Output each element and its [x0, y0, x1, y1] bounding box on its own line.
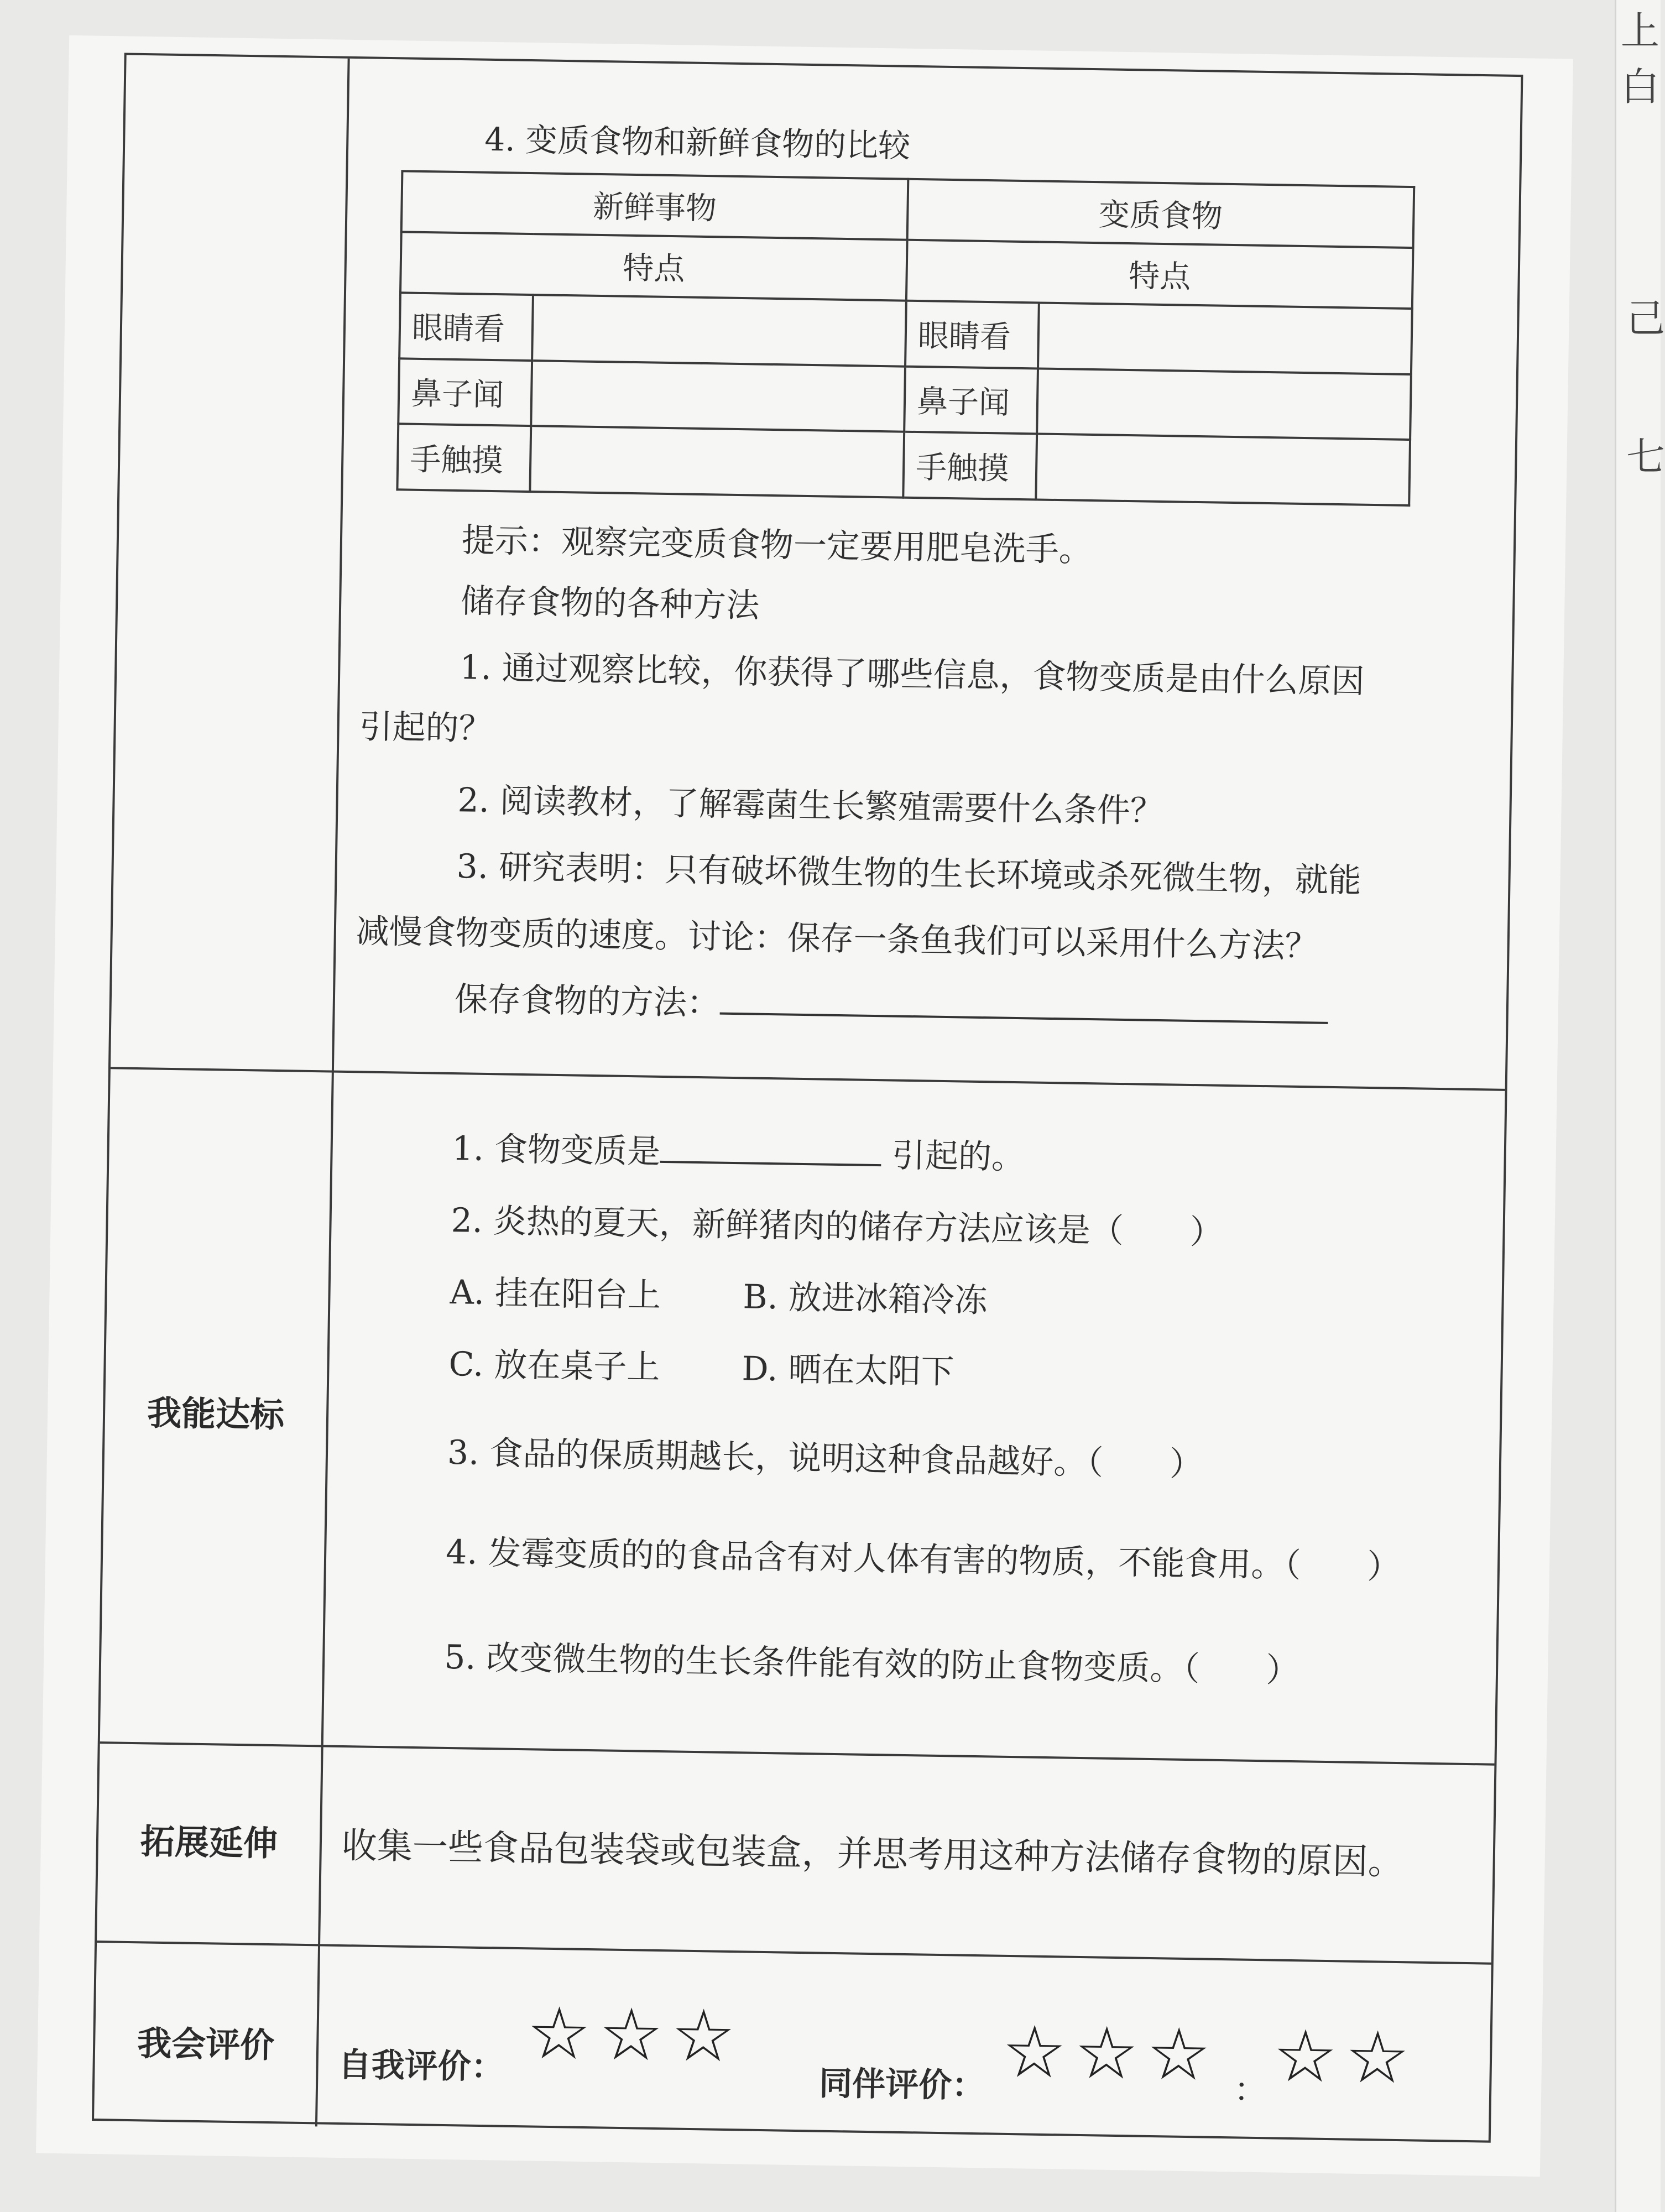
- label-extend: 拓展延伸: [140, 1821, 278, 1864]
- question-1-line-1: 1. 通过观察比较，你获得了哪些信息，食物变质是由什么原因: [459, 648, 1365, 701]
- answer-cell[interactable]: [1038, 302, 1412, 374]
- item-2: 2. 炎热的夏天，新鲜猪肉的储存方法应该是（ ）: [451, 1201, 1224, 1252]
- peer-evaluation-stars[interactable]: ☆☆☆: [1001, 2009, 1219, 2097]
- row-label-smell: 鼻子闻: [904, 366, 1038, 434]
- methods-subheading: 储存食物的各种方法: [460, 582, 760, 625]
- safety-tip: 提示：观察完变质食物一定要用肥皂洗手。: [461, 521, 1093, 570]
- row-label-smell: 鼻子闻: [398, 358, 532, 426]
- row-label-look: 眼睛看: [399, 293, 533, 360]
- answer-cell[interactable]: [1036, 434, 1410, 505]
- peer-separator: ：: [1233, 2070, 1267, 2110]
- option-a: A. 挂在阳台上: [450, 1272, 661, 1315]
- row-label-touch: 手触摸: [903, 432, 1037, 499]
- option-b: B. 放进冰箱冷冻: [743, 1277, 988, 1321]
- edge-glyph: 上白: [1621, 8, 1659, 109]
- item-1-blank[interactable]: [660, 1130, 882, 1166]
- row-label-look: 眼睛看: [905, 301, 1039, 368]
- item-4: 4. 发霉变质的的食品含有对人体有害的物质，不能食用。（ ）: [445, 1532, 1401, 1587]
- row-divider: [100, 1741, 1495, 1766]
- worksheet-page: [36, 35, 1573, 2177]
- worksheet-frame: [92, 53, 1523, 2142]
- label-column-divider: [315, 59, 350, 2127]
- question-3-line-1: 3. 研究表明：只有破坏微生物的生长环境或杀死微生物，就能: [456, 847, 1362, 900]
- storage-method-prompt: [454, 973, 1328, 1034]
- section-heading: 4. 变质食物和新鲜食物的比较: [484, 120, 911, 165]
- label-evaluate: 我会评价: [137, 2023, 275, 2066]
- item-3: 3. 食品的保质期越长，说明这种食品越好。（ ）: [447, 1433, 1203, 1484]
- answer-cell[interactable]: [532, 295, 906, 366]
- item-5: 5. 改变微生物的生长条件能有效的防止食物变质。（ ）: [443, 1637, 1299, 1691]
- fresh-food-header: 新鲜事物: [401, 171, 909, 239]
- answer-cell[interactable]: [531, 361, 905, 432]
- row-label-touch: 手触摸: [397, 424, 531, 492]
- self-evaluation-stars[interactable]: ☆☆☆: [526, 1991, 744, 2079]
- item-1-prefix: 1. 食物变质是: [452, 1129, 661, 1171]
- feature-label: 特点: [906, 240, 1413, 309]
- item-1-suffix: 引起的。: [891, 1136, 1025, 1177]
- row-divider: [97, 1940, 1491, 1965]
- row-divider: [111, 1067, 1505, 1091]
- question-1-line-2: 引起的？: [359, 707, 493, 749]
- feature-label: 特点: [400, 232, 907, 300]
- self-evaluation-label: 自我评价：: [338, 2045, 505, 2087]
- extend-task: 收集一些食品包装袋或包装盒，并思考用这种方法储存食物的原因。: [341, 1825, 1404, 1884]
- storage-method-label: 保存食物的方法：: [454, 980, 721, 1023]
- question-2: 2. 阅读教材，了解霉菌生长繁殖需要什么条件？: [457, 781, 1164, 831]
- answer-cell[interactable]: [530, 426, 904, 497]
- question-3-line-2: 减慢食物变质的速度。讨论：保存一条鱼我们可以采用什么方法？: [356, 912, 1319, 966]
- edge-glyph: 己: [1626, 296, 1665, 341]
- peer-evaluation-label: 同伴评价：: [818, 2064, 985, 2106]
- answer-cell[interactable]: [1037, 368, 1411, 440]
- label-standard: 我能达标: [147, 1392, 285, 1436]
- storage-method-blank[interactable]: [720, 982, 1329, 1024]
- item-1: [452, 1122, 1025, 1178]
- spoiled-food-header: 变质食物: [907, 179, 1415, 248]
- option-c: C. 放在桌子上: [448, 1344, 661, 1387]
- edge-glyph: 七: [1626, 434, 1665, 479]
- option-d: D. 晒在太阳下: [741, 1349, 955, 1392]
- peer-evaluation-stars-extra[interactable]: ☆☆: [1272, 2013, 1418, 2100]
- comparison-table: [396, 170, 1415, 507]
- adjacent-page-edge: [1615, 0, 1665, 2212]
